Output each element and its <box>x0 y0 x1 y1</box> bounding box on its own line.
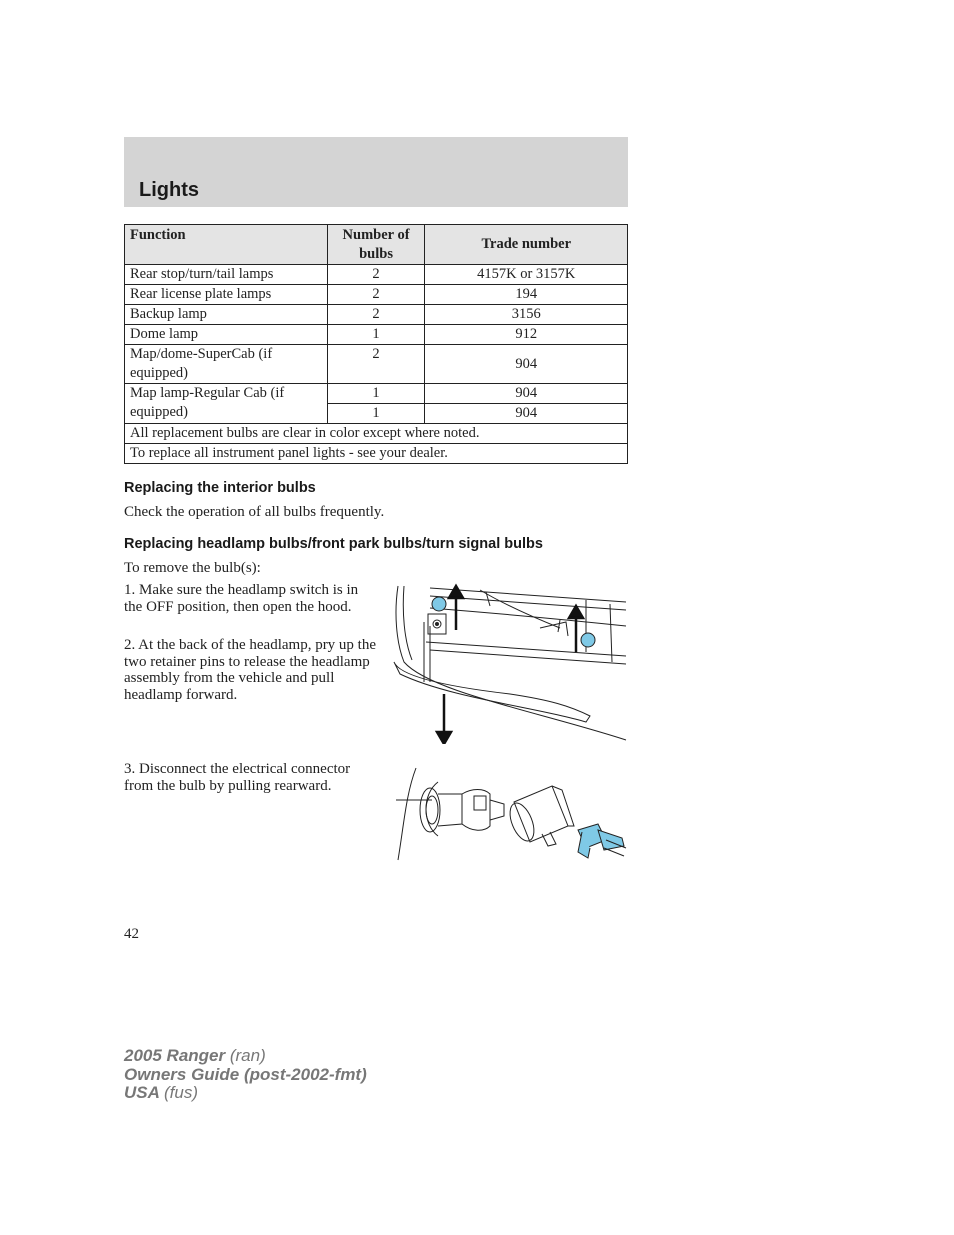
bulb-table <box>124 224 628 464</box>
cell-trade: 904 <box>425 384 628 404</box>
table-note-row <box>125 444 628 464</box>
cell-function: Dome lamp <box>125 325 328 345</box>
step-3: 3. Disconnect the electrical connector from the bulb by pulling rearward. <box>124 761 351 794</box>
table-header-row <box>125 225 628 265</box>
step-2: 2. At the back of the headlamp, pry up the two retainer pins to release the headlamp assembly from the vehicle and pull headlamp forward. <box>124 637 377 703</box>
cell-bulbs: 1 <box>327 404 425 424</box>
interior-text: Check the operation of all bulbs frequently. <box>124 504 385 520</box>
table-row <box>125 325 628 345</box>
table-note-row <box>125 424 628 444</box>
cell-trade: 4157K or 3157K <box>425 265 628 285</box>
footer-line-2 <box>124 1066 367 1085</box>
cell-function: Rear stop/turn/tail lamps <box>125 265 328 285</box>
cell-bulbs: 2 <box>327 305 425 325</box>
footer-guide: Owners Guide (post-2002-fmt) <box>124 1064 367 1084</box>
bulb-connector-illustration <box>392 764 628 864</box>
cell-bulbs: 2 <box>327 265 425 285</box>
interior-heading: Replacing the interior bulbs <box>124 480 316 496</box>
footer-region: USA <box>124 1083 160 1102</box>
section-title: Lights <box>139 179 199 201</box>
headlamp-assembly-illustration <box>390 582 628 744</box>
cell-trade: 912 <box>425 325 628 345</box>
section-header-band <box>124 137 628 207</box>
cell-bulbs: 2 <box>327 345 425 384</box>
cell-function: Map lamp-Regular Cab (if equipped) <box>125 384 328 424</box>
table-note: All replacement bulbs are clear in color except where noted. <box>125 424 628 444</box>
cell-function: Map/dome-SuperCab (if equipped) <box>125 345 328 384</box>
table-row <box>125 305 628 325</box>
footer <box>124 1047 367 1103</box>
header-trade-number: Trade number <box>425 225 628 265</box>
headlamp-intro: To remove the bulb(s): <box>124 560 261 576</box>
cell-function: Rear license plate lamps <box>125 285 328 305</box>
table-row <box>125 265 628 285</box>
page-number: 42 <box>124 926 139 942</box>
footer-line-3 <box>124 1084 367 1103</box>
cell-function: Backup lamp <box>125 305 328 325</box>
footer-region-code: (fus) <box>164 1083 198 1102</box>
table-row <box>125 384 628 404</box>
table-note: To replace all instrument panel lights - see your dealer. <box>125 444 628 464</box>
footer-line-1 <box>124 1047 367 1066</box>
cell-trade: 3156 <box>425 305 628 325</box>
cell-trade: 904 <box>425 345 628 384</box>
header-number-of-bulbs: Number of bulbs <box>327 225 425 265</box>
step-1: 1. Make sure the headlamp switch is in the OFF position, then open the hood. <box>124 582 359 615</box>
table-row <box>125 345 628 384</box>
cell-bulbs: 1 <box>327 325 425 345</box>
cell-bulbs: 2 <box>327 285 425 305</box>
footer-model: 2005 Ranger <box>124 1046 226 1065</box>
table-row <box>125 285 628 305</box>
footer-model-code: (ran) <box>229 1046 266 1065</box>
headlamp-heading: Replacing headlamp bulbs/front park bulbs/turn signal bulbs <box>124 536 543 552</box>
cell-trade: 194 <box>425 285 628 305</box>
cell-trade: 904 <box>425 404 628 424</box>
header-function: Function <box>125 225 328 265</box>
cell-bulbs: 1 <box>327 384 425 404</box>
